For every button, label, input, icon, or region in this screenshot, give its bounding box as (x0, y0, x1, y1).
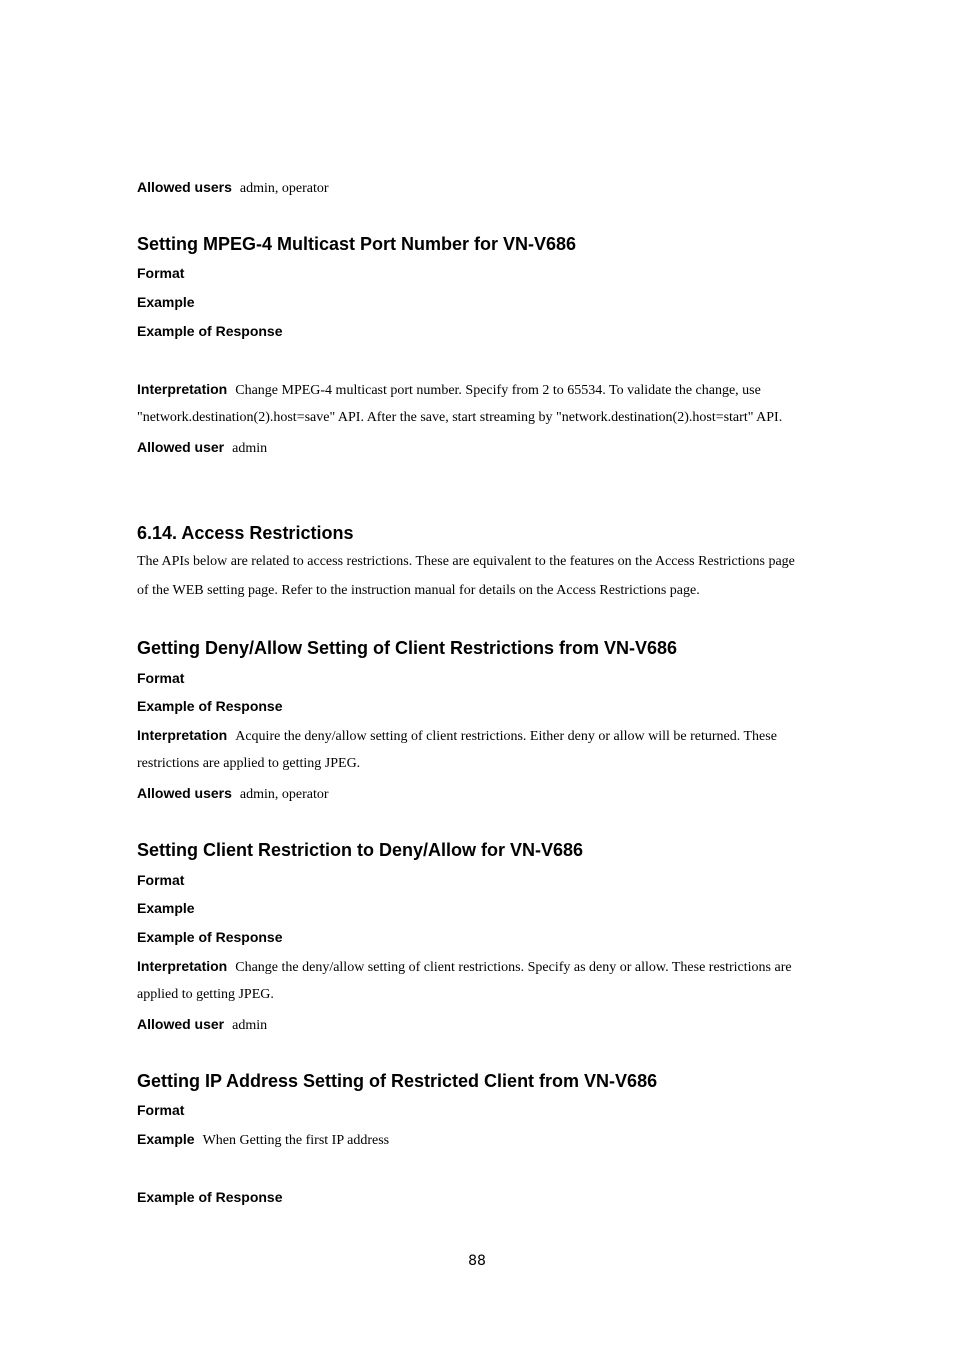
example-label: Example (137, 294, 195, 310)
example-response-label: Example of Response (137, 929, 283, 945)
example-label: Example (137, 1131, 195, 1147)
interpretation-text: Change MPEG-4 multicast port number. Specify from 2 to 65534. To validate the change, use (235, 383, 761, 398)
allowed-users-value: admin, operator (239, 181, 329, 196)
interpretation-text-continued: applied to getting JPEG. (137, 987, 274, 1002)
interpretation-text-continued: restrictions are applied to getting JPEG. (137, 756, 361, 771)
section-heading-get-ip-address: Getting IP Address Setting of Restricted Client from VN-V686 (137, 1071, 658, 1091)
interpretation-label: Interpretation (137, 958, 228, 974)
page-number: 88 (468, 1253, 486, 1269)
section-heading-set-deny-allow: Setting Client Restriction to Deny/Allow for VN-V686 (137, 840, 584, 860)
allowed-users-value: admin, operator (239, 787, 329, 802)
example-line (137, 1131, 389, 1149)
format-label: Format (137, 872, 185, 888)
allowed-users-label: Allowed users (137, 179, 232, 195)
section-heading-mpeg4: Setting MPEG-4 Multicast Port Number for VN-V686 (137, 234, 577, 254)
allowed-user-value: admin (232, 441, 268, 456)
allowed-users-label: Allowed users (137, 785, 232, 801)
section-heading-get-deny-allow: Getting Deny/Allow Setting of Client Restrictions from VN-V686 (137, 638, 678, 658)
allowed-user-line (137, 439, 267, 457)
format-label: Format (137, 1102, 185, 1118)
format-label: Format (137, 670, 185, 686)
access-paragraph-line1: The APIs below are related to access restrictions. These are equivalent to the features on the Access Restrictions page (137, 554, 795, 569)
example-response-label: Example of Response (137, 323, 283, 339)
allowed-user-label: Allowed user (137, 439, 225, 455)
interpretation-text-continued: "network.destination(2).host=save" API. After the save, start streaming by "network.destination(2).host=start" API. (137, 410, 783, 425)
allowed-user-line (137, 1016, 267, 1034)
allowed-users-line (137, 785, 329, 803)
interpretation-text: Acquire the deny/allow setting of client restrictions. Either deny or allow will be returned. These (235, 729, 777, 744)
interpretation-text: Change the deny/allow setting of client restrictions. Specify as deny or allow. These restrictions are (235, 960, 792, 975)
example-response-label: Example of Response (137, 1189, 283, 1205)
section-heading-access-restrictions: 6.14. Access Restrictions (137, 523, 354, 543)
allowed-user-value: admin (232, 1018, 268, 1033)
example-label: Example (137, 900, 195, 916)
access-paragraph-line2: of the WEB setting page. Refer to the instruction manual for details on the Access Restrictions page. (137, 583, 700, 598)
interpretation-line (137, 958, 792, 976)
top-allowed-users (137, 179, 329, 197)
example-response-label: Example of Response (137, 698, 283, 714)
interpretation-label: Interpretation (137, 381, 228, 397)
interpretation-label: Interpretation (137, 727, 228, 743)
example-value: When Getting the first IP address (202, 1133, 390, 1148)
allowed-user-label: Allowed user (137, 1016, 225, 1032)
format-label: Format (137, 265, 185, 281)
interpretation-line (137, 727, 777, 745)
interpretation-line (137, 381, 761, 399)
